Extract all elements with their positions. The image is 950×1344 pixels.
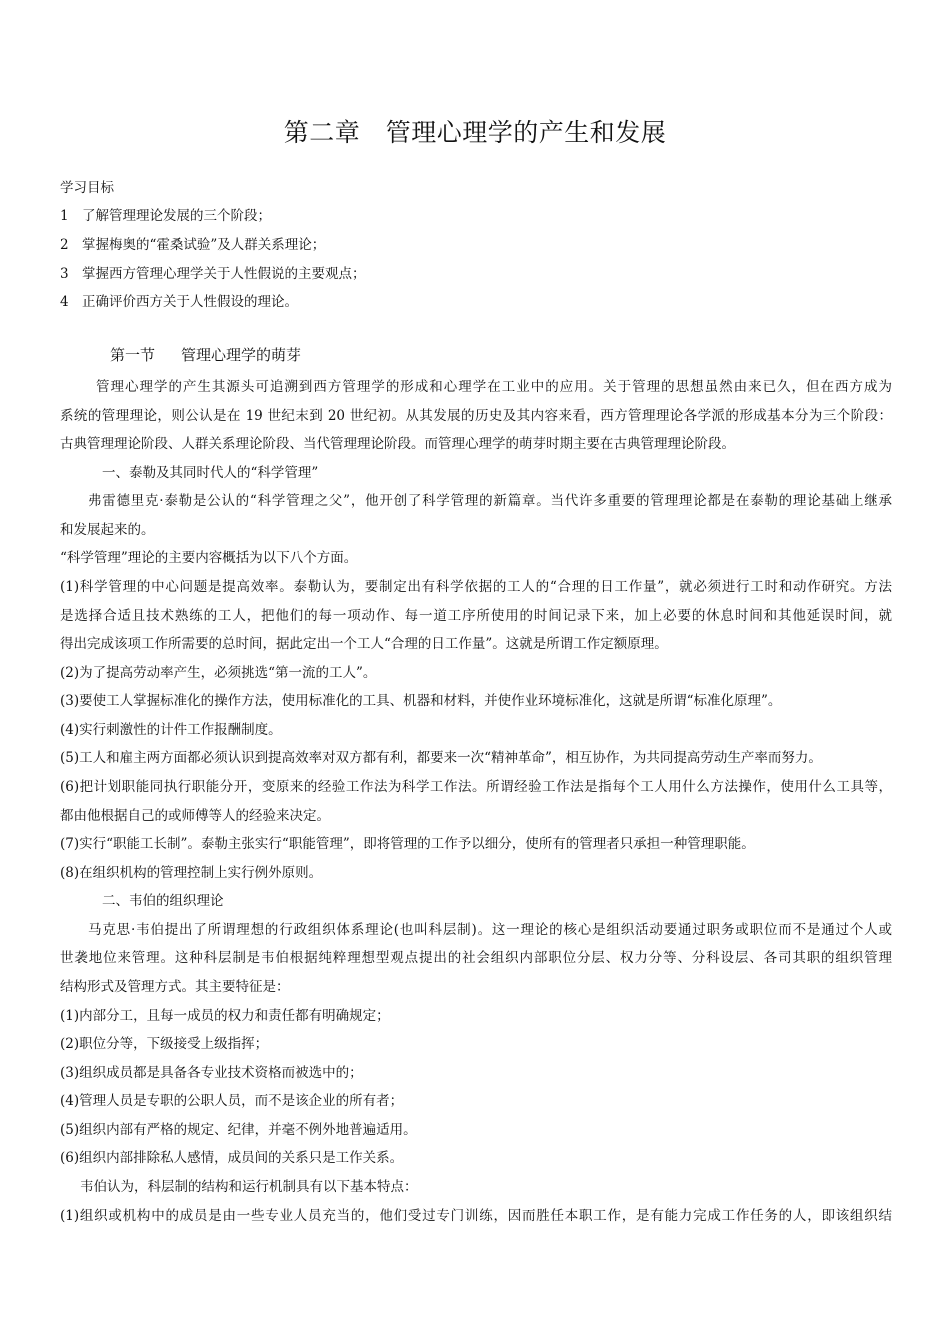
objective-item — [60, 206, 892, 226]
objective-number: 4 — [60, 294, 69, 310]
section-title: 管理心理学的萌芽 — [181, 346, 302, 364]
body-line: (6)把计划职能同执行职能分开，变原来的经验工作法为科学工作法。所谓经验工作法是指每个工人用什么方法操作，使用什么工具等， — [60, 779, 892, 795]
body-line: 韦伯认为，科层制的结构和运行机制具有以下基本特点： — [80, 1179, 418, 1195]
body-line: 管理心理学的产生其源头可追溯到西方管理学的形成和心理学在工业中的应用。关于管理的思想虽然由来已久，但在西方成为 — [96, 379, 892, 395]
body-line: 都由他根据自己的或师傅等人的经验来决定。 — [60, 808, 330, 824]
body-line: 古典管理理论阶段、人群关系理论阶段、当代管理理论阶段。而管理心理学的萌芽时期主要在古典管理理论阶段。 — [60, 436, 735, 452]
body-line: 世袭地位来管理。这种科层制是韦伯根据纯粹理想型观点提出的社会组织内部职位分层、权力分等、分科设层、各司其职的组织管理 — [60, 950, 892, 966]
body-line: (3)组织成员都是具备各专业技术资格而被选中的； — [60, 1065, 363, 1081]
body-line: 系统的管理理论，则公认是在 19 世纪末到 20 世纪初。从其发展的历史及其内容来看，西方管理理论各学派的形成基本分为三个阶段： — [60, 408, 892, 424]
body-line: (8)在组织机构的管理控制上实行例外原则。 — [60, 865, 323, 881]
body-line: 和发展起来的。 — [60, 522, 155, 538]
body-line: (1)科学管理的中心问题是提高效率。泰勒认为，要制定出有科学依据的工人的“合理的日工作量”，就必须进行工时和动作研究。方法 — [60, 579, 892, 595]
objective-item — [60, 264, 892, 284]
body-line: “科学管理”理论的主要内容概括为以下八个方面。 — [60, 550, 358, 566]
objective-number: 2 — [60, 237, 69, 253]
objective-item — [60, 292, 892, 312]
objective-text: 正确评价西方关于人性假设的理论。 — [82, 294, 298, 310]
body-line: (1)组织或机构中的成员是由一些专业人员充当的，他们受过专门训练，因而胜任本职工作，是有能力完成工作任务的人，即该组织结 — [60, 1208, 892, 1224]
objective-text: 掌握西方管理心理学关于人性假说的主要观点； — [82, 266, 366, 282]
body-line: 是选择合适且技术熟练的工人，把他们的每一项动作、每一道工序所使用的时间记录下来，加上必要的休息时间和其他延误时间，就 — [60, 608, 892, 624]
body-line: (4)实行刺激性的计件工作报酬制度。 — [60, 722, 282, 738]
body-line: (4)管理人员是专职的公职人员，而不是该企业的所有者； — [60, 1093, 404, 1109]
body-line: (2)职位分等，下级接受上级指挥； — [60, 1036, 269, 1052]
body-line: (2)为了提高劳动率产生，必须挑选“第一流的工人”。 — [60, 665, 377, 681]
body-line: 得出完成该项工作所需要的总时间，据此定出一个工人“合理的日工作量”。这就是所谓工作定额原理。 — [60, 636, 668, 652]
body-line: (6)组织内部排除私人感情，成员间的关系只是工作关系。 — [60, 1150, 404, 1166]
body-line: 马克思·韦伯提出了所谓理想的行政组织体系理论(也叫科层制)。这一理论的核心是组织活动要通过职务或职位而不是通过个人或 — [88, 922, 892, 938]
body-line: (7)实行“职能工长制”。泰勒主张实行“职能管理”，即将管理的工作予以细分，使所有的管理者只承担一种管理职能。 — [60, 836, 755, 852]
section-heading — [110, 344, 301, 366]
chapter-title: 第二章 管理心理学的产生和发展 — [283, 118, 667, 147]
body-line: 结构形式及管理方式。其主要特征是： — [60, 979, 290, 995]
body-line: (1)内部分工，且每一成员的权力和责任都有明确规定； — [60, 1008, 390, 1024]
objective-number: 1 — [60, 208, 69, 224]
body-line: (5)工人和雇主两方面都必须认识到提高效率对双方都有利，都要来一次“精神革命”，相互协作，为共同提高劳动生产率而努力。 — [60, 750, 822, 766]
body-line: 弗雷德里克·泰勒是公认的“科学管理之父”，他开创了科学管理的新篇章。当代许多重要的管理理论都是在泰勒的理论基础上继承 — [88, 493, 892, 509]
objectives-heading: 学习目标 — [60, 180, 114, 196]
objective-text: 了解管理理论发展的三个阶段； — [82, 208, 271, 224]
body-line: (5)组织内部有严格的规定、纪律，并毫不例外地普遍适用。 — [60, 1122, 417, 1138]
body-line: (3)要使工人掌握标准化的操作方法，使用标准化的工具、机器和材料，并使作业环境标准化，这就是所谓“标准化原理”。 — [60, 693, 782, 709]
section-label: 第一节 — [110, 346, 156, 364]
objective-text: 掌握梅奥的“霍桑试验”及人群关系理论； — [82, 237, 326, 253]
subsection-heading: 一、泰勒及其同时代人的“科学管理” — [102, 465, 319, 481]
objective-item — [60, 235, 892, 255]
subsection-heading: 二、韦伯的组织理论 — [102, 893, 224, 909]
objective-number: 3 — [60, 266, 69, 282]
